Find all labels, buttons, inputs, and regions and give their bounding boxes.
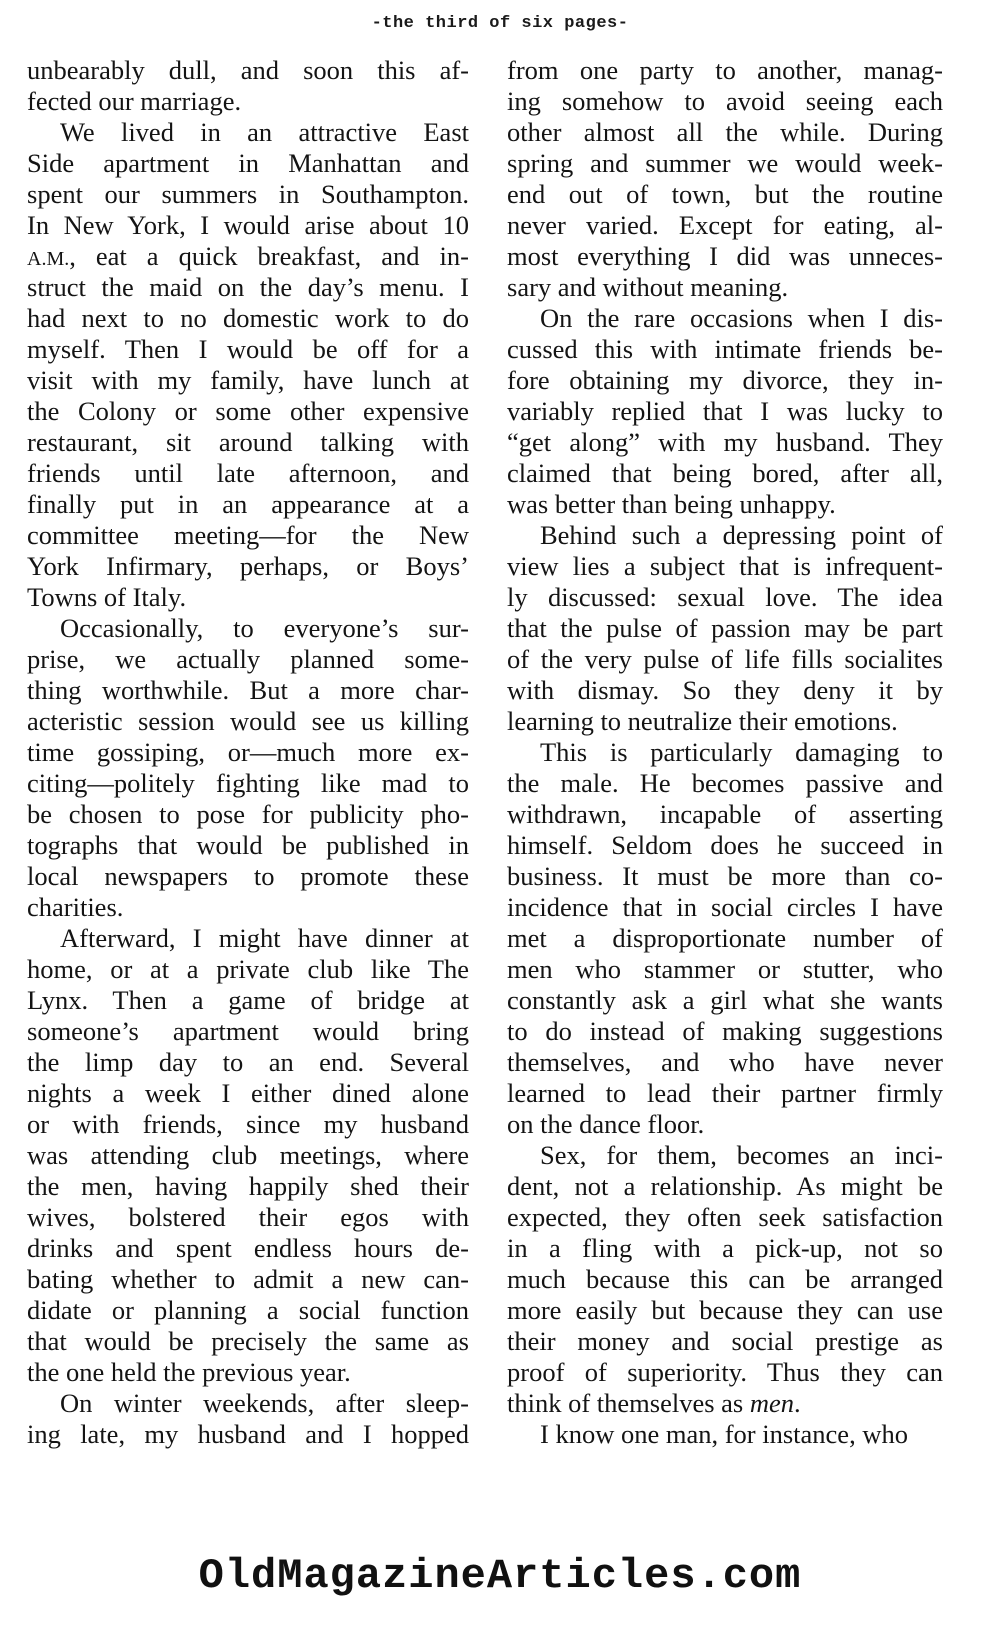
- text-line: thing worthwhile. But a more char-: [27, 675, 469, 705]
- text-line: met a disproportionate number of: [507, 923, 943, 953]
- text-line: spent our summers in Southampton.: [27, 179, 469, 209]
- text-line: prise, we actually planned some-: [27, 644, 469, 674]
- article-column-right: [507, 55, 943, 1450]
- text-line: acteristic session would see us killing: [27, 706, 469, 736]
- text-line: variably replied that I was lucky to: [507, 396, 943, 426]
- text-line: myself. Then I would be off for a: [27, 334, 469, 364]
- text-line: think of themselves as men.: [507, 1388, 801, 1418]
- text-line: much because this can be arranged: [507, 1264, 943, 1294]
- text-line: A.M., eat a quick breakfast, and in-: [27, 241, 469, 271]
- text-line: Lynx. Then a game of bridge at: [27, 985, 469, 1015]
- text-line: of the very pulse of life fills socialites: [507, 644, 943, 674]
- text-line: In New York, I would arise about 10: [27, 210, 469, 240]
- text-line: expected, they often seek satisfaction: [507, 1202, 943, 1232]
- text-line: ly discussed: sexual love. The idea: [507, 582, 943, 612]
- text-line: Towns of Italy.: [27, 582, 187, 612]
- text-line: Sex, for them, becomes an inci-: [540, 1140, 943, 1170]
- text-line: cussed this with intimate friends be-: [507, 334, 943, 364]
- text-line: the men, having happily shed their: [27, 1171, 469, 1201]
- text-line: This is particularly damaging to: [540, 737, 943, 767]
- text-line: that the pulse of passion may be part: [507, 613, 943, 643]
- text-line: in a fling with a pick-up, not so: [507, 1233, 943, 1263]
- text-line: withdrawn, incapable of asserting: [507, 799, 943, 829]
- text-line: with dismay. So they deny it by: [507, 675, 943, 705]
- text-line: that would be precisely the same as: [27, 1326, 469, 1356]
- text-line: wives, bolstered their egos with: [27, 1202, 469, 1232]
- text-line: sary and without meaning.: [507, 272, 789, 302]
- text-line: the male. He becomes passive and: [507, 768, 943, 798]
- text-line: citing—politely fighting like mad to: [27, 768, 469, 798]
- text-line: Side apartment in Manhattan and: [27, 148, 469, 178]
- text-line: bating whether to admit a new can-: [27, 1264, 469, 1294]
- text-line: their money and social prestige as: [507, 1326, 943, 1356]
- text-line: Behind such a depressing point of: [540, 520, 943, 550]
- text-line: be chosen to pose for publicity pho-: [27, 799, 469, 829]
- text-line: more easily but because they can use: [507, 1295, 943, 1325]
- text-line: restaurant, sit around talking with: [27, 427, 469, 457]
- text-line: ing late, my husband and I hopped: [27, 1419, 469, 1449]
- text-line: fore obtaining my divorce, they in-: [507, 365, 943, 395]
- text-line: tographs that would be published in: [27, 830, 469, 860]
- text-line: We lived in an attractive East: [60, 117, 469, 147]
- text-line: on the dance floor.: [507, 1109, 705, 1139]
- text-line: someone’s apartment would bring: [27, 1016, 469, 1046]
- text-line: friends until late afternoon, and: [27, 458, 469, 488]
- text-line: or with friends, since my husband: [27, 1109, 469, 1139]
- site-watermark: OldMagazineArticles.com: [198, 1552, 802, 1600]
- text-line: dent, not a relationship. As might be: [507, 1171, 943, 1201]
- text-line: finally put in an appearance at a: [27, 489, 469, 519]
- text-line: committee meeting—for the New: [27, 520, 469, 550]
- text-line: the limp day to an end. Several: [27, 1047, 469, 1077]
- text-line: most everything I did was unneces-: [507, 241, 943, 271]
- text-line: Afterward, I might have dinner at: [60, 923, 469, 953]
- text-line: from one party to another, manag-: [507, 55, 943, 85]
- text-line: nights a week I either dined alone: [27, 1078, 469, 1108]
- text-line: himself. Seldom does he succeed in: [507, 830, 943, 860]
- text-line: the one held the previous year.: [27, 1357, 351, 1387]
- text-line: incidence that in social circles I have: [507, 892, 943, 922]
- text-line: men who stammer or stutter, who: [507, 954, 943, 984]
- text-line: “get along” with my husband. They: [507, 427, 943, 457]
- text-line: proof of superiority. Thus they can: [507, 1357, 943, 1387]
- text-line: themselves, and who have never: [507, 1047, 943, 1077]
- text-line: spring and summer we would week-: [507, 148, 943, 178]
- text-line: fected our marriage.: [27, 86, 242, 116]
- text-line: had next to no domestic work to do: [27, 303, 469, 333]
- text-line: business. It must be more than co-: [507, 861, 943, 891]
- text-line: home, or at a private club like The: [27, 954, 469, 984]
- text-line: time gossiping, or—much more ex-: [27, 737, 469, 767]
- text-line: York Infirmary, perhaps, or Boys’: [27, 551, 469, 581]
- text-line: drinks and spent endless hours de-: [27, 1233, 469, 1263]
- text-line: On the rare occasions when I dis-: [540, 303, 943, 333]
- text-line: On winter weekends, after sleep-: [60, 1388, 469, 1418]
- text-line: never varied. Except for eating, al-: [507, 210, 943, 240]
- text-line: other almost all the while. During: [507, 117, 943, 147]
- article-column-left: [27, 55, 469, 1450]
- text-line: unbearably dull, and soon this af-: [27, 55, 469, 85]
- text-line: Occasionally, to everyone’s sur-: [60, 613, 469, 643]
- text-line: view lies a subject that is infrequent-: [507, 551, 943, 581]
- text-line: local newspapers to promote these: [27, 861, 469, 891]
- text-line: charities.: [27, 892, 124, 922]
- text-line: end out of town, but the routine: [507, 179, 943, 209]
- text-line: the Colony or some other expensive: [27, 396, 469, 426]
- text-line: I know one man, for instance, who: [540, 1419, 908, 1449]
- text-line: didate or planning a social function: [27, 1295, 469, 1325]
- text-line: learning to neutralize their emotions.: [507, 706, 898, 736]
- text-line: learned to lead their partner firmly: [507, 1078, 943, 1108]
- text-line: constantly ask a girl what she wants: [507, 985, 943, 1015]
- text-line: was better than being unhappy.: [507, 489, 836, 519]
- text-line: was attending club meetings, where: [27, 1140, 469, 1170]
- page-indicator: -the third of six pages-: [371, 14, 629, 33]
- text-line: to do instead of making suggestions: [507, 1016, 943, 1046]
- text-line: visit with my family, have lunch at: [27, 365, 469, 395]
- text-line: ing somehow to avoid seeing each: [507, 86, 943, 116]
- text-line: struct the maid on the day’s menu. I: [27, 272, 469, 302]
- text-line: claimed that being bored, after all,: [507, 458, 943, 488]
